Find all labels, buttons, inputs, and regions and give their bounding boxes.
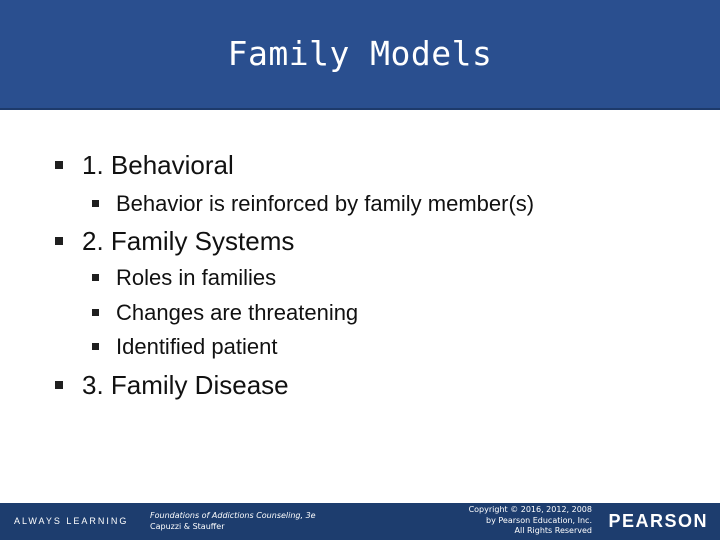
- bullet-square-icon: [92, 274, 99, 281]
- bullet-family-systems: [82, 226, 294, 257]
- sub-bullet-identified: [116, 334, 277, 360]
- footer-book-authors: Capuzzi & Stauffer: [150, 522, 225, 531]
- sub-bullet-reinforced: [116, 191, 534, 217]
- footer-book-info: [150, 510, 316, 532]
- bullet-square-icon: [55, 381, 63, 389]
- slide-title: Family Models: [227, 34, 493, 73]
- bullet-square-icon: [92, 309, 99, 316]
- bullet-family-disease: [82, 370, 289, 401]
- sub-bullet-changes: [116, 300, 358, 326]
- bullet-square-icon: [92, 200, 99, 207]
- copyright-line-1: Copyright © 2016, 2012, 2008: [468, 505, 592, 514]
- pearson-logo: PEARSON: [608, 511, 708, 531]
- bullet-text: 2. Family Systems: [82, 226, 295, 256]
- bullet-behavioral: [82, 150, 234, 181]
- bullet-square-icon: [92, 343, 99, 350]
- footer-copyright: [469, 505, 592, 537]
- bullet-text: 1. Behavioral: [82, 150, 234, 180]
- sub-bullet-text: Roles in families: [116, 265, 277, 290]
- sub-bullet-text: Behavior is reinforced by family member(s): [116, 191, 535, 216]
- sub-bullet-text: Changes are threatening: [116, 300, 359, 325]
- sub-bullet-text: Identified patient: [116, 334, 278, 359]
- footer-book-title: Foundations of Addictions Counseling, 3e: [150, 511, 316, 520]
- copyright-line-3: All Rights Reserved: [514, 526, 592, 535]
- sub-bullet-roles: [116, 265, 276, 291]
- footer-bar: [0, 503, 720, 540]
- bullet-square-icon: [55, 161, 63, 169]
- footer-tagline: ALWAYS LEARNING: [14, 516, 129, 526]
- bullet-text: 3. Family Disease: [82, 370, 289, 400]
- bullet-square-icon: [55, 237, 63, 245]
- copyright-line-2: by Pearson Education, Inc.: [486, 515, 592, 525]
